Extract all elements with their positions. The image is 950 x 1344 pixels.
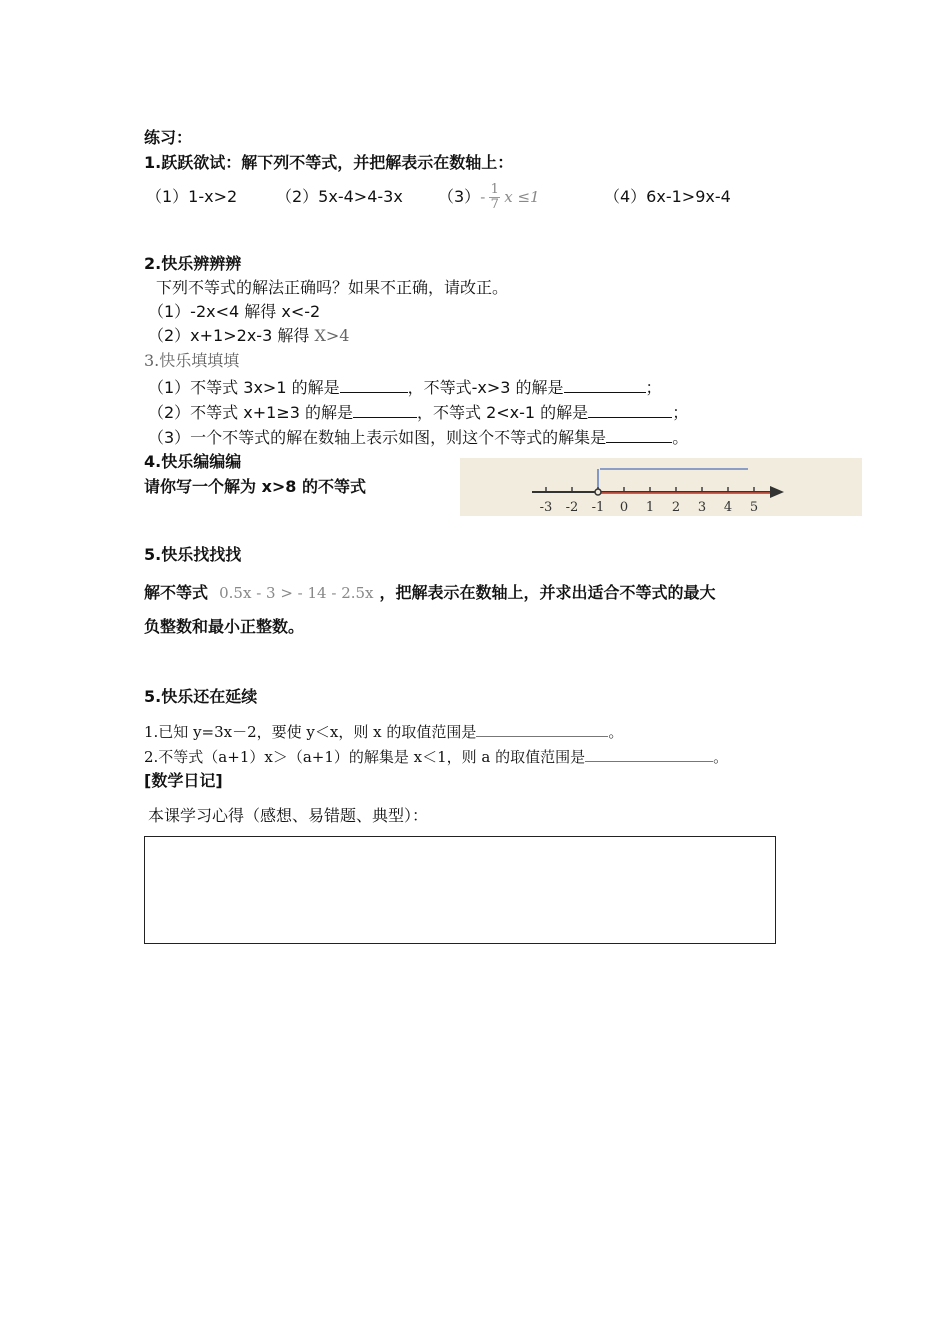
heading-practice: 练习： [144, 128, 193, 147]
section4-title: 4.快乐编编编 [144, 452, 242, 471]
section3-line1-b: ，不等式-x>3 的解是 [407, 378, 564, 397]
axis-tick-label: 0 [619, 500, 629, 515]
section3-line2-a: （2）不等式 x+1≥3 的解是 [148, 403, 353, 422]
section3-line3-a: （3）一个不等式的解在数轴上表示如图，则这个不等式的解集是 [148, 428, 607, 447]
section4-text: 请你写一个解为 x>8 的不等式 [144, 477, 367, 496]
section2-intro: 下列不等式的解法正确吗？如果不正确，请改正。 [156, 278, 509, 297]
diary-prompt: 本课学习心得（感想、易错题、典型）： [148, 806, 429, 825]
section2-title: 2.快乐辨辨辨 [144, 254, 242, 273]
section1-title: 1.跃跃欲试：解下列不等式，并把解表示在数轴上： [144, 153, 514, 172]
problem-1-4: （4）6x-1>9x-4 [604, 187, 731, 206]
section3-line2-b: ，不等式 2<x-1 的解是 [417, 403, 589, 422]
axis-tick-label: 4 [723, 500, 733, 515]
section3-line3-b: 。 [672, 428, 689, 447]
answer-blank[interactable] [353, 401, 417, 418]
problem-1-3 [438, 176, 540, 218]
section6-line1-a: 1.已知 y=3x－2，要使 y＜x，则 x 的取值范围是 [144, 723, 477, 741]
section5-line2: 负整数和最小正整数。 [144, 617, 305, 636]
axis-tick-label: 2 [671, 500, 681, 515]
section5-text-a: 解不等式 [144, 583, 209, 602]
section6-line2 [144, 745, 728, 768]
open-point [595, 489, 601, 495]
section6-title: 5.快乐还在延续 [144, 687, 258, 706]
section2-line2-answer: X>4 [314, 326, 350, 345]
axis-tick-label: -3 [539, 500, 553, 515]
section3-line1-a: （1）不等式 3x>1 的解是 [148, 378, 340, 397]
section3-line2-c: ； [672, 403, 689, 422]
answer-blank[interactable] [585, 745, 713, 762]
section3-line1-c: ； [645, 378, 662, 397]
fraction-denominator: 7 [490, 197, 499, 212]
number-line-svg [460, 458, 862, 516]
axis-tick-label: -2 [565, 500, 579, 515]
answer-blank[interactable] [476, 720, 608, 737]
section2-line1: （1）-2x<4 解得 x<-2 [148, 302, 321, 321]
section3-line2 [148, 401, 688, 424]
problem-1-3-minus: - [480, 188, 486, 206]
answer-blank[interactable] [564, 376, 646, 393]
section5-math: 0.5x - 3 > - 14 - 2.5x [219, 584, 374, 602]
section2-line2 [148, 325, 349, 347]
axis-tick-label: 5 [749, 500, 759, 515]
axis-arrow-icon [770, 486, 784, 498]
section3-line3 [148, 426, 688, 449]
number-line-figure [460, 458, 862, 516]
section5-line1 [144, 580, 716, 606]
axis-tick-label: 3 [697, 500, 707, 515]
fraction-numerator: 1 [490, 182, 499, 197]
answer-blank[interactable] [588, 401, 672, 418]
section5-title: 5.快乐找找找 [144, 545, 242, 564]
section6-line1 [144, 720, 623, 743]
problem-1-3-prefix: （3） [438, 187, 481, 206]
section5-text-b: ，把解表示在数轴上，并求出适合不等式的最大 [379, 583, 716, 602]
section6-line2-b: 。 [713, 748, 729, 766]
section6-line2-a: 2.不等式（a+1）x＞（a+1）的解集是 x＜1，则 a 的取值范围是 [144, 748, 586, 766]
answer-blank[interactable] [340, 376, 408, 393]
section2-line2-text: （2）x+1>2x-3 解得 [148, 326, 310, 345]
answer-blank[interactable] [606, 426, 672, 443]
section3-title: 3.快乐填填填 [144, 351, 240, 370]
axis-tick-label: -1 [591, 500, 605, 515]
problem-1-2: （2）5x-4>4-3x [276, 187, 403, 206]
diary-answer-box[interactable] [144, 836, 776, 944]
problem-1-1: （1）1-x>2 [146, 187, 238, 206]
diary-title: [数学日记] [144, 771, 223, 790]
section6-line1-b: 。 [608, 723, 624, 741]
problem-1-3-fraction [489, 183, 500, 212]
problem-1-3-rest: x ≤1 [504, 188, 540, 206]
axis-tick-label: 1 [645, 500, 655, 515]
section3-line1 [148, 376, 662, 399]
